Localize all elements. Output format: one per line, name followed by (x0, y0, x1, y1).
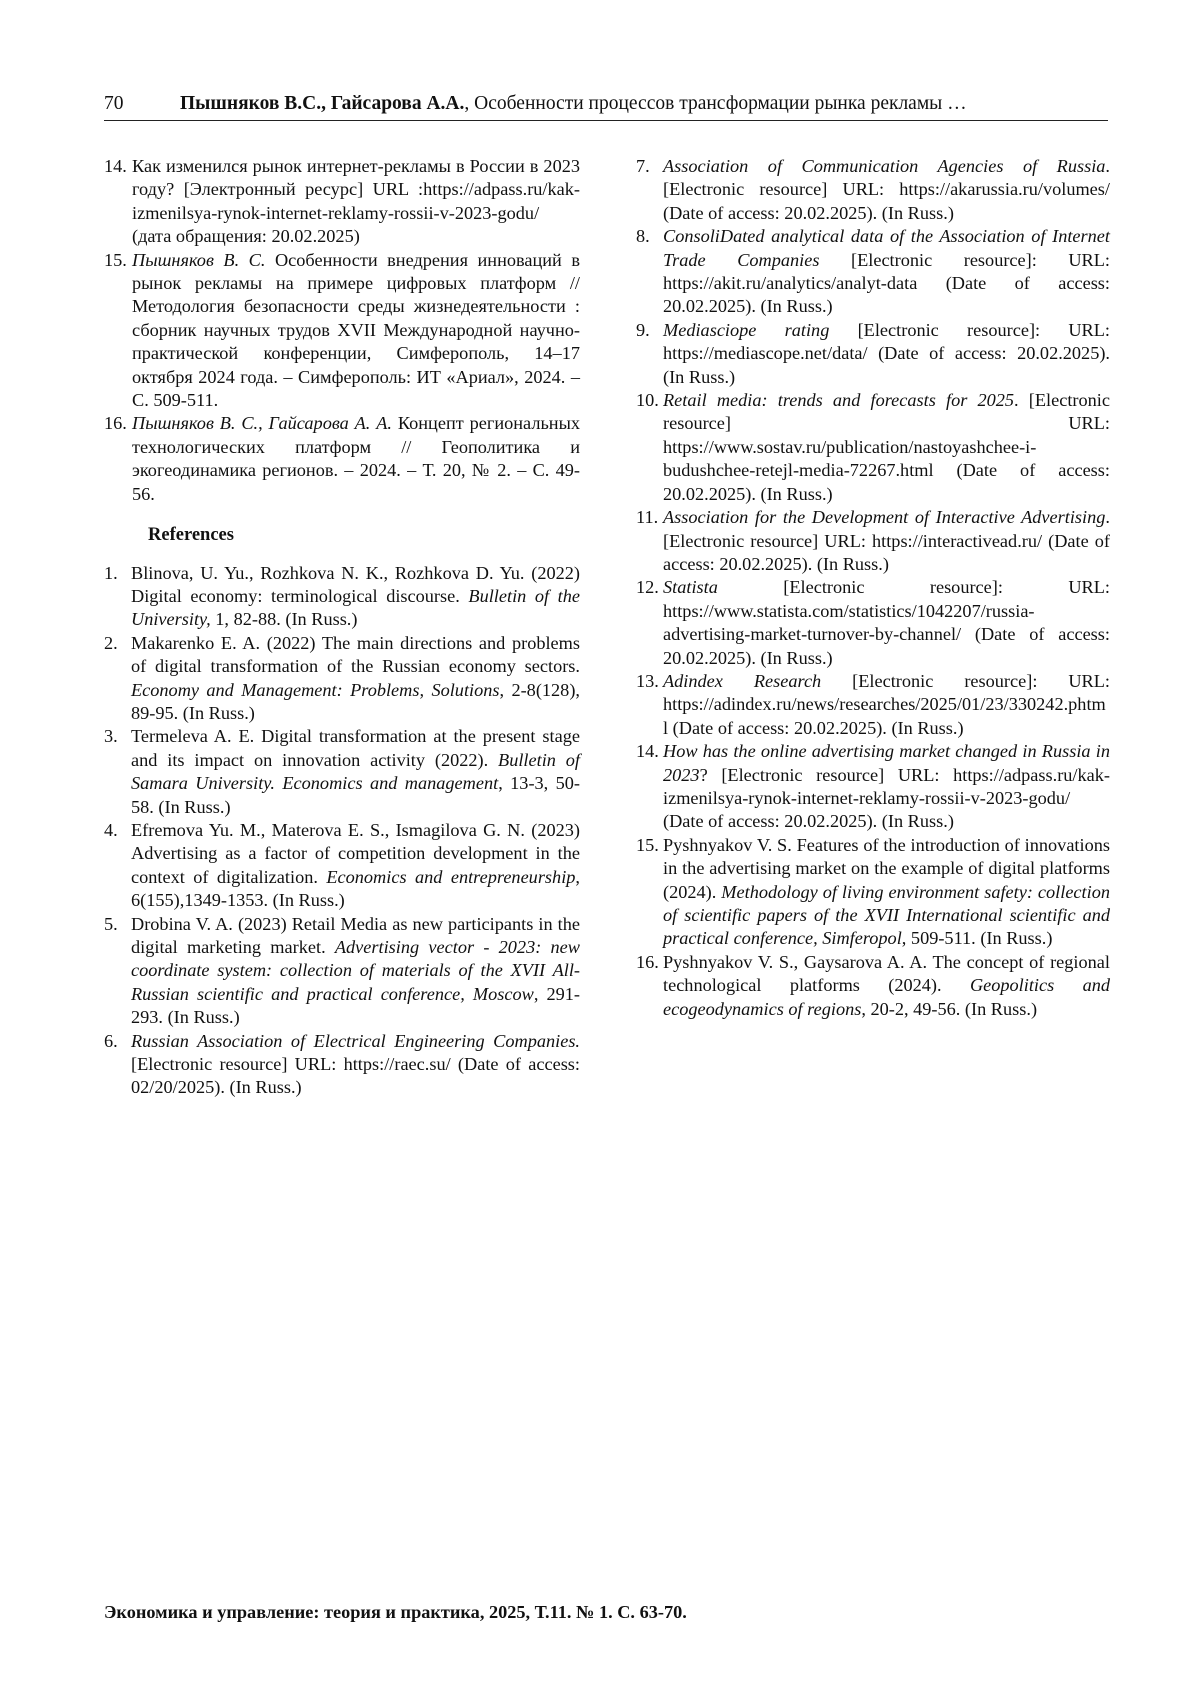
reference-item (104, 155, 580, 249)
right-column (636, 155, 1110, 1021)
reference-item (104, 725, 580, 819)
reference-item (104, 632, 580, 726)
reference-italic-part: Bulletin of the University, (131, 585, 580, 630)
reference-text-part: , 6(155),1349-1353. (In Russ.) (131, 866, 580, 911)
reference-text-part: , 13-3, 50-58. (In Russ.) (131, 773, 580, 817)
reference-text (132, 412, 580, 506)
reference-text (131, 632, 580, 726)
reference-italic-part: Association for the Development of Interactive Advertising (663, 507, 1106, 528)
page-number: 70 (104, 93, 124, 114)
reference-italic-part: ConsoliDated analytical data of the Association of Internet Trade Companies (663, 226, 1110, 270)
reference-text-part: [Electronic resource]: URL: https://mediascope.net/data/ (Date of access: 20.02.2025). (In Russ.) (663, 319, 1110, 387)
reference-italic-part: Methodology of living environment safety: collection of scientific papers of the XVII International scientific and practical conference, Simferopol (663, 881, 1110, 949)
reference-item (636, 834, 1110, 951)
reference-text-part: Makarenko E. A. (2022) The main directions and problems of digital transformation of the Russian economy sectors. (131, 632, 580, 677)
reference-text (663, 155, 1110, 225)
reference-italic-part: How has the online advertising market changed in Russia in 2023 (663, 741, 1110, 785)
reference-text-part: [Electronic resource]: URL: https://adindex.ru/news/researches/2025/01/23/330242.phtml (Date of access: 20.02.2025). (In Russ.) (663, 670, 1110, 738)
reference-text (663, 951, 1110, 1021)
reference-text-part: [Electronic resource] URL: https://raec.su/ (Date of access: 02/20/2025). (In Russ.) (131, 1054, 580, 1098)
reference-number: 13. (636, 670, 659, 691)
reference-item (104, 913, 580, 1030)
reference-italic-part: Retail media: trends and forecasts for 2025 (663, 390, 1015, 411)
reference-item (636, 389, 1110, 506)
reference-number: 7. (636, 156, 650, 176)
reference-italic-part: Advertising vector - 2023: new coordinate system: collection of materials of the XVII All-Russian scientific and practical conference, Moscow (131, 937, 580, 1004)
reference-text (132, 155, 580, 249)
reference-text-part: . [Electronic resource] URL: https://interactivead.ru/ (Date of access: 20.02.2025). (In Russ.) (663, 507, 1110, 574)
reference-italic-part: Mediasciope rating (663, 319, 830, 340)
reference-text-part: Drobina V. A. (2023) Retail Media as new participants in the digital marketing market. (131, 913, 580, 957)
reference-text (131, 562, 580, 632)
reference-text (663, 670, 1110, 740)
running-header (104, 92, 1108, 121)
reference-italic-part: Association of Communication Agencies of Russia (663, 156, 1106, 176)
english-reference-list-left (104, 562, 580, 1100)
reference-number: 9. (636, 319, 650, 340)
reference-number: 16. (636, 951, 659, 972)
reference-italic-part: Russian Association of Electrical Engineering Companies. (131, 1030, 580, 1051)
reference-text (132, 249, 580, 413)
reference-text-part: Pyshnyakov V. S., Gaysarova A. A. The concept of regional technological platforms (2024). (663, 951, 1110, 996)
reference-item (636, 506, 1110, 576)
reference-text-part: ? [Electronic resource] URL: https://adpass.ru/kak-izmenilsya-rynok-internet-reklamy-rossii-v-2023-godu/ (Date of access: 20.02.2025). (In Russ.) (663, 764, 1110, 832)
reference-text (663, 225, 1110, 319)
reference-number: 3. (104, 726, 118, 747)
reference-text-part: , 509-511. (In Russ.) (901, 928, 1053, 949)
reference-italic-part: Пышняков В. С., Гайсарова А. А. (132, 413, 392, 434)
reference-number: 14. (104, 156, 127, 176)
reference-text (663, 506, 1110, 576)
reference-text (663, 834, 1110, 951)
reference-number: 2. (104, 632, 118, 653)
reference-text-part: . [Electronic resource] URL: https://akarussia.ru/volumes/ (Date of access: 20.02.2025). (In Russ.) (663, 156, 1110, 223)
running-title (180, 92, 967, 116)
reference-item (636, 319, 1110, 389)
reference-text (131, 725, 580, 819)
reference-item (636, 155, 1110, 225)
reference-text (663, 576, 1110, 670)
reference-text-part: 1, 82-88. (In Russ.) (210, 609, 358, 630)
reference-number: 5. (104, 913, 118, 934)
reference-number: 12. (636, 577, 659, 598)
reference-number: 10. (636, 390, 659, 411)
reference-item (636, 576, 1110, 670)
reference-number: 1. (104, 562, 118, 583)
reference-text-part: . [Electronic resource] URL: https://www.sostav.ru/publication/nastoyashchee-i-budushchee-retejl-media-72267.html (Date of access: 20.02.2025). (In Russ.) (663, 390, 1110, 504)
header-authors: Пышняков В.С., Гайсарова А.А. (180, 93, 465, 114)
russian-reference-list (104, 155, 580, 506)
reference-text-part: Blinova, U. Yu., Rozhkova N. K., Rozhkova D. Yu. (2022) Digital economy: terminological discourse. (131, 562, 580, 606)
reference-item (636, 225, 1110, 319)
reference-number: 8. (636, 226, 650, 247)
reference-text (663, 389, 1110, 506)
reference-number: 6. (104, 1030, 118, 1051)
header-article-title: , Особенности процессов трансформации рынка рекламы … (464, 93, 967, 114)
reference-text-part: Pyshnyakov V. S. Features of the introduction of innovations in the advertising market on the example of digital platforms (2024). (663, 834, 1110, 902)
reference-item (636, 670, 1110, 740)
reference-number: 11. (636, 507, 659, 528)
reference-text (663, 319, 1110, 389)
reference-text-part: Концепт региональных технологических платформ // Геополитика и экогеодинамика регионов. – 2024. – Т. 20, № 2. – С. 49-56. (132, 413, 580, 504)
reference-text-part: , 291-293. (In Russ.) (131, 983, 580, 1028)
reference-item (104, 562, 580, 632)
reference-text-part: Efremova Yu. M., Materova E. S., Ismagilova G. N. (2023) Advertising as a factor of competition development in the context of digitalization. (131, 819, 580, 887)
reference-italic-part: Statista (663, 577, 718, 598)
reference-item (104, 249, 580, 413)
reference-text-part: [Electronic resource]: URL: https://akit.ru/analytics/analyt-data (Date of access: 20.02.2025). (In Russ.) (663, 249, 1110, 317)
reference-item (104, 819, 580, 913)
reference-text-part: Termeleva A. E. Digital transformation at the present stage and its impact on innovation activity (2022). (131, 726, 580, 770)
reference-number: 4. (104, 819, 118, 840)
reference-italic-part: Adindex Research (663, 670, 822, 691)
reference-item (636, 740, 1110, 834)
reference-number: 15. (104, 249, 127, 270)
reference-item (104, 412, 580, 506)
reference-italic-part: Пышняков В. С. (132, 249, 266, 270)
reference-italic-part: Geopolitics and ecogeodynamics of regions (663, 975, 1111, 1019)
reference-text-part: [Electronic resource]: URL: https://www.statista.com/statistics/1042207/russia-advertising-market-turnover-by-channel/ (Date of access: 20.02.2025). (In Russ.) (663, 577, 1110, 668)
reference-number: 14. (636, 741, 659, 762)
reference-item (104, 1030, 580, 1100)
english-reference-list-right (636, 155, 1110, 1021)
reference-text-part: , 2-8(128), 89-95. (In Russ.) (131, 679, 580, 723)
reference-text-part: , 20-2, 49-56. (In Russ.) (861, 998, 1038, 1019)
reference-italic-part: Economics and entrepreneurship (326, 866, 576, 887)
reference-italic-part: Economy and Management: Problems, Solutions (131, 679, 500, 700)
journal-citation-footer: Экономика и управление: теория и практика, 2025, Т.11. № 1. С. 63-70. (104, 1602, 687, 1622)
reference-italic-part: Bulletin of Samara University. Economics and management (131, 749, 580, 794)
reference-text (131, 819, 580, 913)
reference-item (636, 951, 1110, 1021)
reference-text-part: Особенности внедрения инноваций в рынок рекламы на примере цифровых платформ // Методология безопасности среды жизнедеятельности : сборник научных трудов XVII Международной научно-практической конференции, Симферополь, 14–17 октября 2024 года. – Симферополь: ИТ «Ариал», 2024. – С. 509-511. (132, 249, 580, 411)
reference-text (131, 1030, 580, 1100)
reference-number: 15. (636, 834, 659, 855)
left-column (104, 155, 580, 1100)
reference-text-part: Как изменился рынок интернет-рекламы в России в 2023 году? [Электронный ресурс] URL :https://adpass.ru/kak-izmenilsya-rynok-internet-reklamy-rossii-v-2023-godu/ (дата обращения: 20.02.2025) (132, 156, 580, 247)
reference-text (663, 740, 1110, 834)
reference-number: 16. (104, 413, 127, 434)
references-heading: References (148, 525, 234, 546)
reference-text (131, 913, 580, 1030)
